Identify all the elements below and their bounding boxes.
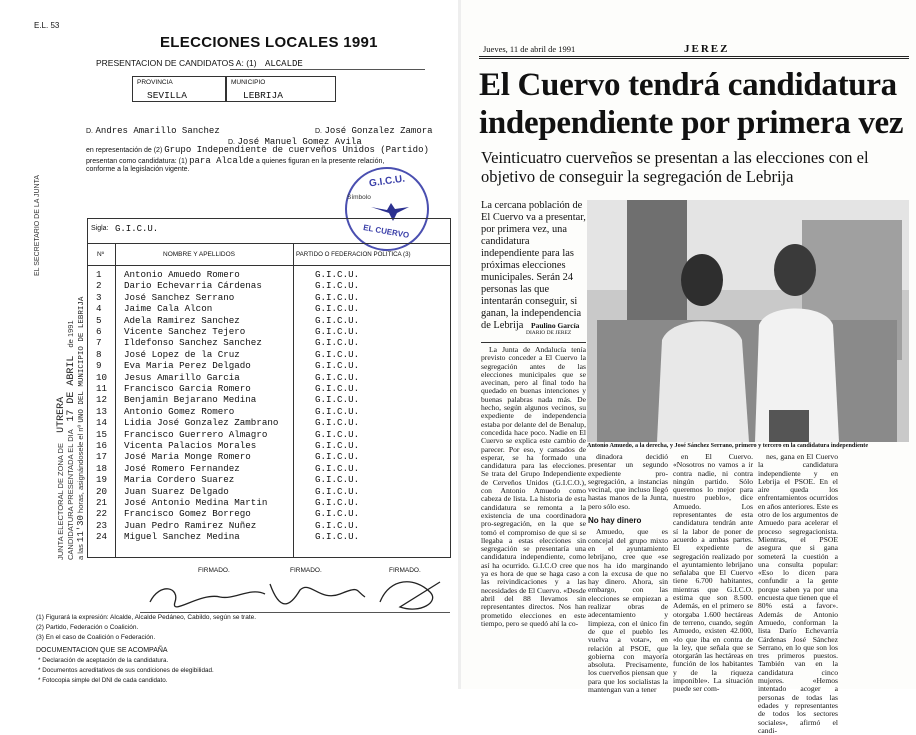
- candidate-number: 17: [96, 451, 108, 463]
- candidate-party: G.I.C.U.: [315, 348, 360, 360]
- candidate-name: Antonio Amuedo Romero: [124, 269, 240, 280]
- table-row: [88, 360, 451, 371]
- subheading-no-hay-dinero: No hay dinero: [588, 516, 642, 526]
- candidate-number: 6: [96, 326, 102, 337]
- table-row: [88, 440, 451, 451]
- form-code: E.L. 53: [34, 21, 60, 30]
- candidate-number: 12: [96, 394, 108, 406]
- candidate-name: Juan Suarez Delgado: [124, 485, 229, 497]
- candidate-name: Ildefonso Sanchez Sanchez: [124, 337, 262, 349]
- candidate-name: Francisco Gomez Borrego: [124, 508, 251, 520]
- municipio-label: MUNICIPIO: [231, 79, 266, 86]
- candidate-name: Eva Maria Perez Delgado: [124, 360, 251, 372]
- rep-line: en representación de (2) Grupo Independiente de cuerveños Unidos (Partido): [86, 145, 429, 155]
- table-row: [88, 292, 451, 303]
- photo-caption: Antonio Amuedo, a la derecha, y José Sánchez Serrano, primero y tercero en la candidatura independiente: [587, 442, 869, 449]
- col-name-header: NOMBRE Y APELLIDOS: [163, 251, 236, 258]
- candidate-party: G.I.C.U.: [315, 405, 360, 417]
- candidate-party: G.I.C.U.: [315, 519, 360, 531]
- candidate-name: Jaime Cala Alcon: [124, 303, 213, 315]
- article-col2: dinadora decidió presentar un segundo expediente pro-segregación, a instancias vecinal, que incluso llegó hastas manos de la Junta, pero sólo eso. No hay dinero Amuedo, que es concejal del grupo mixto en el ayuntamiento lebrijano, cree que «se nos ha ido marginando con la excusa de que no hay dinero. Ahora, sin embargo, con las elecciones se empiezan a realizar obras de adecentamiento y limpieza, con el único fin de que el pueblo les vuelva a votar», en relación al PSOE, que gobierna con mayoría absoluta. Precisamente, los cuerveños piensan que para que los socialistas la mantengan van a tener: [588, 452, 668, 695]
- candidate-name: José Maria Monge Romero: [124, 451, 251, 463]
- d3-value: José Manuel Gomez Avila: [237, 137, 362, 147]
- side-line2: CANDIDATURA PRESENTADA EL DIA 17 DE ABRIL de 1991: [66, 320, 77, 560]
- table-row: [88, 486, 451, 497]
- firmado-1: FIRMADO.: [198, 567, 230, 574]
- author: Paulino García: [531, 321, 580, 330]
- candidate-number: 16: [96, 440, 108, 451]
- provincia-value: SEVILLA: [147, 90, 187, 101]
- article-lead: La cercana población de El Cuervo va a presentar, por primera vez, una candidatura independiente para las próximas elecciones municipales. Serán 24 personas las que intentarán conseguir, si ganan, la independencia de Lebrija: [481, 200, 586, 331]
- candidate-party: G.I.C.U.: [315, 531, 360, 543]
- candidate-number: 5: [96, 314, 102, 326]
- candidate-number: 19: [96, 474, 108, 486]
- candidate-number: 1: [96, 269, 102, 280]
- d2-value: José Gonzalez Zamora: [324, 126, 433, 136]
- candidate-party: G.I.C.U.: [315, 428, 360, 440]
- candidate-party: G.I.C.U.: [315, 371, 360, 383]
- candidate-name: José Antonio Medina Martin: [124, 497, 268, 508]
- table-row: [88, 303, 451, 314]
- firmado-3: FIRMADO.: [389, 567, 421, 574]
- candidate-name: Vicente Sanchez Tejero: [124, 326, 246, 337]
- subhead: Veinticuatro cuerveños se presentan a las elecciones con el objetivo de conseguir la segregación de Lebrija: [481, 148, 869, 186]
- candidate-party: G.I.C.U.: [315, 291, 360, 303]
- rep-value: Grupo Independiente de cuerveños Unidos (Partido): [164, 145, 429, 155]
- candidate-number: 8: [96, 348, 102, 360]
- candidate-number: 21: [96, 497, 108, 508]
- candidate-party: G.I.C.U.: [315, 417, 360, 429]
- table-row: [88, 337, 451, 348]
- author-source: DIARIO DE JEREZ: [526, 330, 572, 336]
- table-row: [88, 451, 451, 462]
- sigla-value: G.I.C.U.: [115, 224, 159, 234]
- candidate-number: 10: [96, 371, 108, 383]
- table-row: [88, 394, 451, 405]
- headline: El Cuervo tendrá candidatura independiente por primera vez: [479, 67, 904, 141]
- municipio-box: [226, 76, 336, 102]
- candidate-party: G.I.C.U.: [315, 383, 360, 394]
- candidate-number: 3: [96, 291, 102, 303]
- candidate-number: 13: [96, 405, 108, 417]
- side-line1: JUNTA ELECTORAL DE ZONA DE UTRERA: [56, 396, 67, 560]
- article-col3: en El Cuervo. «Nosotros no vamos a ir contra nadie, ni contra ningún partido. Sólo queremos lo mejor para nuestro pueblo», dice Amuedo. Los representantes de esta candidatura tendrán ante sí la labor de poner de acuerdo a ambas partes. El expediente de segregación realizado por el ayuntamiento lebrijano señalaba que El Cuervo tiene 6.700 habitantes, mientras que G.I.C.O. estima que son 8.500. Además, en el primero se otorgaba 1.600 hectáreas de terreno, cuando, según Amuedo, existen 42.000, «lo que iba en contra de la ley, que señala que se otorgarán las hectáreas en función de los habitantes y de la riqueza imponible». La situación puede ser com-: [673, 452, 753, 694]
- candidate-number: 24: [96, 531, 108, 543]
- candidate-name: Miguel Sanchez Medina: [124, 531, 240, 543]
- candidate-party: G.I.C.U.: [315, 360, 360, 372]
- docs-list: * Declaración de aceptación de la candidatura. * Documentos acreditativos de sus condiciones de elegibilidad. * Fotocopia simple del DNI de cada candidato.: [38, 657, 214, 684]
- provincia-label: PROVINCIA: [137, 79, 173, 86]
- form-subtitle: [96, 58, 303, 69]
- candidate-party: G.I.C.U.: [315, 280, 360, 292]
- table-row: [88, 429, 451, 440]
- candidate-number: 4: [96, 303, 102, 315]
- candidate-party: G.I.C.U.: [315, 337, 360, 349]
- candidate-number: 11: [96, 383, 108, 394]
- table-row: [88, 372, 451, 383]
- candidates-table: [87, 218, 451, 558]
- candidate-party: G.I.C.U.: [315, 440, 360, 451]
- candidate-party: G.I.C.U.: [315, 269, 360, 280]
- table-row: [88, 383, 451, 394]
- candidate-number: 23: [96, 519, 108, 531]
- article-date: Jueves, 11 de abril de 1991: [483, 44, 576, 54]
- table-row: [88, 474, 451, 485]
- candidate-name: José Romero Fernandez: [124, 462, 240, 474]
- candidate-party: G.I.C.U.: [315, 303, 360, 315]
- provincia-box: [132, 76, 226, 102]
- candidate-name: Maria Cordero Suarez: [124, 474, 235, 486]
- candidate-name: Lidia José Gonzalez Zambrano: [124, 417, 279, 429]
- election-form: [0, 0, 458, 689]
- candidate-number: 9: [96, 360, 102, 372]
- gicu-stamp: G.I.C.U. Símbolo EL CUERVO: [345, 167, 429, 251]
- candidate-name: José Lopez de la Cruz: [124, 348, 240, 360]
- candidate-party: G.I.C.U.: [315, 474, 360, 486]
- article-photo: [587, 200, 909, 442]
- col-num-header: Nº: [97, 251, 105, 258]
- photo-image: [587, 200, 909, 442]
- firmado-2: FIRMADO.: [290, 567, 322, 574]
- footnotes: (1) Figurará la expresión: Alcalde, Alcalde Pedáneo, Cabildo, según se trate. (2) Partido, Federación o Coalición. (3) En el caso de Coalición o Federación.: [36, 614, 257, 641]
- subtitle-prefix: PRESENTACION DE CANDIDATOS A: (1): [96, 58, 257, 68]
- table-row: [88, 349, 451, 360]
- signatures: [140, 572, 450, 616]
- form-title: ELECCIONES LOCALES 1991: [160, 34, 378, 51]
- candidate-party: G.I.C.U.: [315, 394, 360, 406]
- table-row: [88, 280, 451, 291]
- candidate-name: José Sanchez Serrano: [124, 291, 235, 303]
- d1-line: D. Andres Amarillo Sanchez: [86, 126, 220, 136]
- side-line3: a las 11'30 horas, asignándosele el nº UNO DEL MUNICIPIO DE LEBRIJA: [76, 296, 86, 560]
- candidate-party: G.I.C.U.: [315, 451, 360, 463]
- candidate-name: Benjamin Bejarano Medina: [124, 394, 257, 406]
- article-col4: nes, gana en El Cuervo la candidatura independiente y en Lebrija el PSOE. En el aire queda los enfrentamientos ocurridos en años anteriores. Este es otro de los argumentos de Amuedo para acelerar el proceso segregacionista. Mientras, el PSOE asegura que si gana someterá la cuestión a una consulta popular: «Eso lo dicen para confundir a la gente porque saben ya por una encuesta que tienen que el 80% está a favor». Además de Antonio Amuedo, conforman la lista Darío Echevarría Cárdenas José Sánchez Serrano, en lo que son los tres primeros puestos. También van en la candidatura cinco mujeres. «Hemos intentado acoger a personas de todas las edades y representantes de todos los sectores sociales», afirmó el candi-: [758, 452, 838, 735]
- municipio-value: LEBRIJA: [243, 90, 283, 101]
- candidate-number: 2: [96, 280, 102, 292]
- table-row: [88, 520, 451, 531]
- table-row: [88, 531, 451, 542]
- article-col1: La Junta de Andalucía tenía previsto conceder a El Cuervo la segregación antes de las elecciones municipales que se avecinan, pero al final todo ha quedado en buenas intenciones y buenas palabras nada más. De hecho, según algunos vecinos, su expediente de independencia estaba por delante del de Benalup, concedida hace poco. Nadie en El Cuervo se explica este cambio de parecer. Por eso, y cansados de esperar, se ha formado una candidatura para las elecciones. Se trata del Grupo Independiente de Cerveños Unidos (G.I.C.O.), con Antonio Amuedo como cabeza de lista. La historia de esta candidatura se remonta a la existencia de una coordinadora pro-segregación, en la que se tomó el compromiso de que si se llegaba a estas elecciones sin segregación se presentaría una candidatura independiente, como así ha ocurrido. G.I.C.O cree que ya es hora de que se haga caso a las reivindicaciones y a las necesidades de El Cuervo. «Desde abril del 88 llevamos sin representantes directos. Nos han prometido elecciones en este tiempo, pero se quedó ahí la co-: [481, 345, 586, 628]
- candidate-name: Juan Pedro Ramirez Nuñez: [124, 519, 257, 531]
- table-row: [88, 406, 451, 417]
- d3-line: D. José Manuel Gomez Avila: [228, 137, 362, 147]
- article-section: JEREZ: [684, 43, 730, 55]
- d1-value: Andres Amarillo Sanchez: [95, 126, 220, 136]
- table-row: [88, 497, 451, 508]
- col-party-header: PARTIDO O FEDERACION POLITICA (3): [296, 251, 411, 258]
- present-line: presentan como candidatura: (1) para Alcalde a quienes figuran en la presente relación,: [86, 156, 385, 166]
- candidate-number: 20: [96, 485, 108, 497]
- candidate-party: G.I.C.U.: [315, 485, 360, 497]
- candidate-name: Francisco Guerrero Almagro: [124, 428, 268, 440]
- newspaper-clipping: [461, 0, 916, 735]
- sigla-label: Sigla:: [91, 225, 109, 232]
- d2-line: D. José Gonzalez Zamora: [315, 126, 433, 136]
- candidate-name: Dario Echevarria Cárdenas: [124, 280, 262, 292]
- candidate-party: G.I.C.U.: [315, 497, 360, 508]
- table-row: [88, 417, 451, 428]
- candidate-party: G.I.C.U.: [315, 314, 360, 326]
- candidate-number: 18: [96, 462, 108, 474]
- present-value: para Alcalde: [189, 156, 254, 166]
- candidate-party: G.I.C.U.: [315, 462, 360, 474]
- table-row: [88, 463, 451, 474]
- candidate-name: Jesus Amarillo Garcia: [124, 371, 240, 383]
- candidate-number: 15: [96, 428, 108, 440]
- candidate-name: Adela Ramirez Sanchez: [124, 314, 240, 326]
- candidate-name: Antonio Gomez Romero: [124, 405, 235, 417]
- candidate-name: Vicenta Palacios Morales: [124, 440, 257, 451]
- candidate-number: 7: [96, 337, 102, 349]
- table-row: [88, 508, 451, 519]
- candidate-party: G.I.C.U.: [315, 508, 360, 520]
- table-row: [88, 326, 451, 337]
- candidate-number: 14: [96, 417, 108, 429]
- table-row: [88, 315, 451, 326]
- candidate-name: Francisco Garcia Romero: [124, 383, 251, 394]
- side-secretario: EL SECRETARIO DE LA JUNTA: [34, 174, 41, 276]
- subtitle-value: ALCALDE: [264, 59, 303, 69]
- candidate-number: 22: [96, 508, 108, 520]
- candidate-party: G.I.C.U.: [315, 326, 360, 337]
- present-line2: conforme a la legislación vigente.: [86, 166, 190, 173]
- docs-heading: DOCUMENTACION QUE SE ACOMPAÑA: [36, 647, 168, 654]
- table-row: [88, 269, 451, 280]
